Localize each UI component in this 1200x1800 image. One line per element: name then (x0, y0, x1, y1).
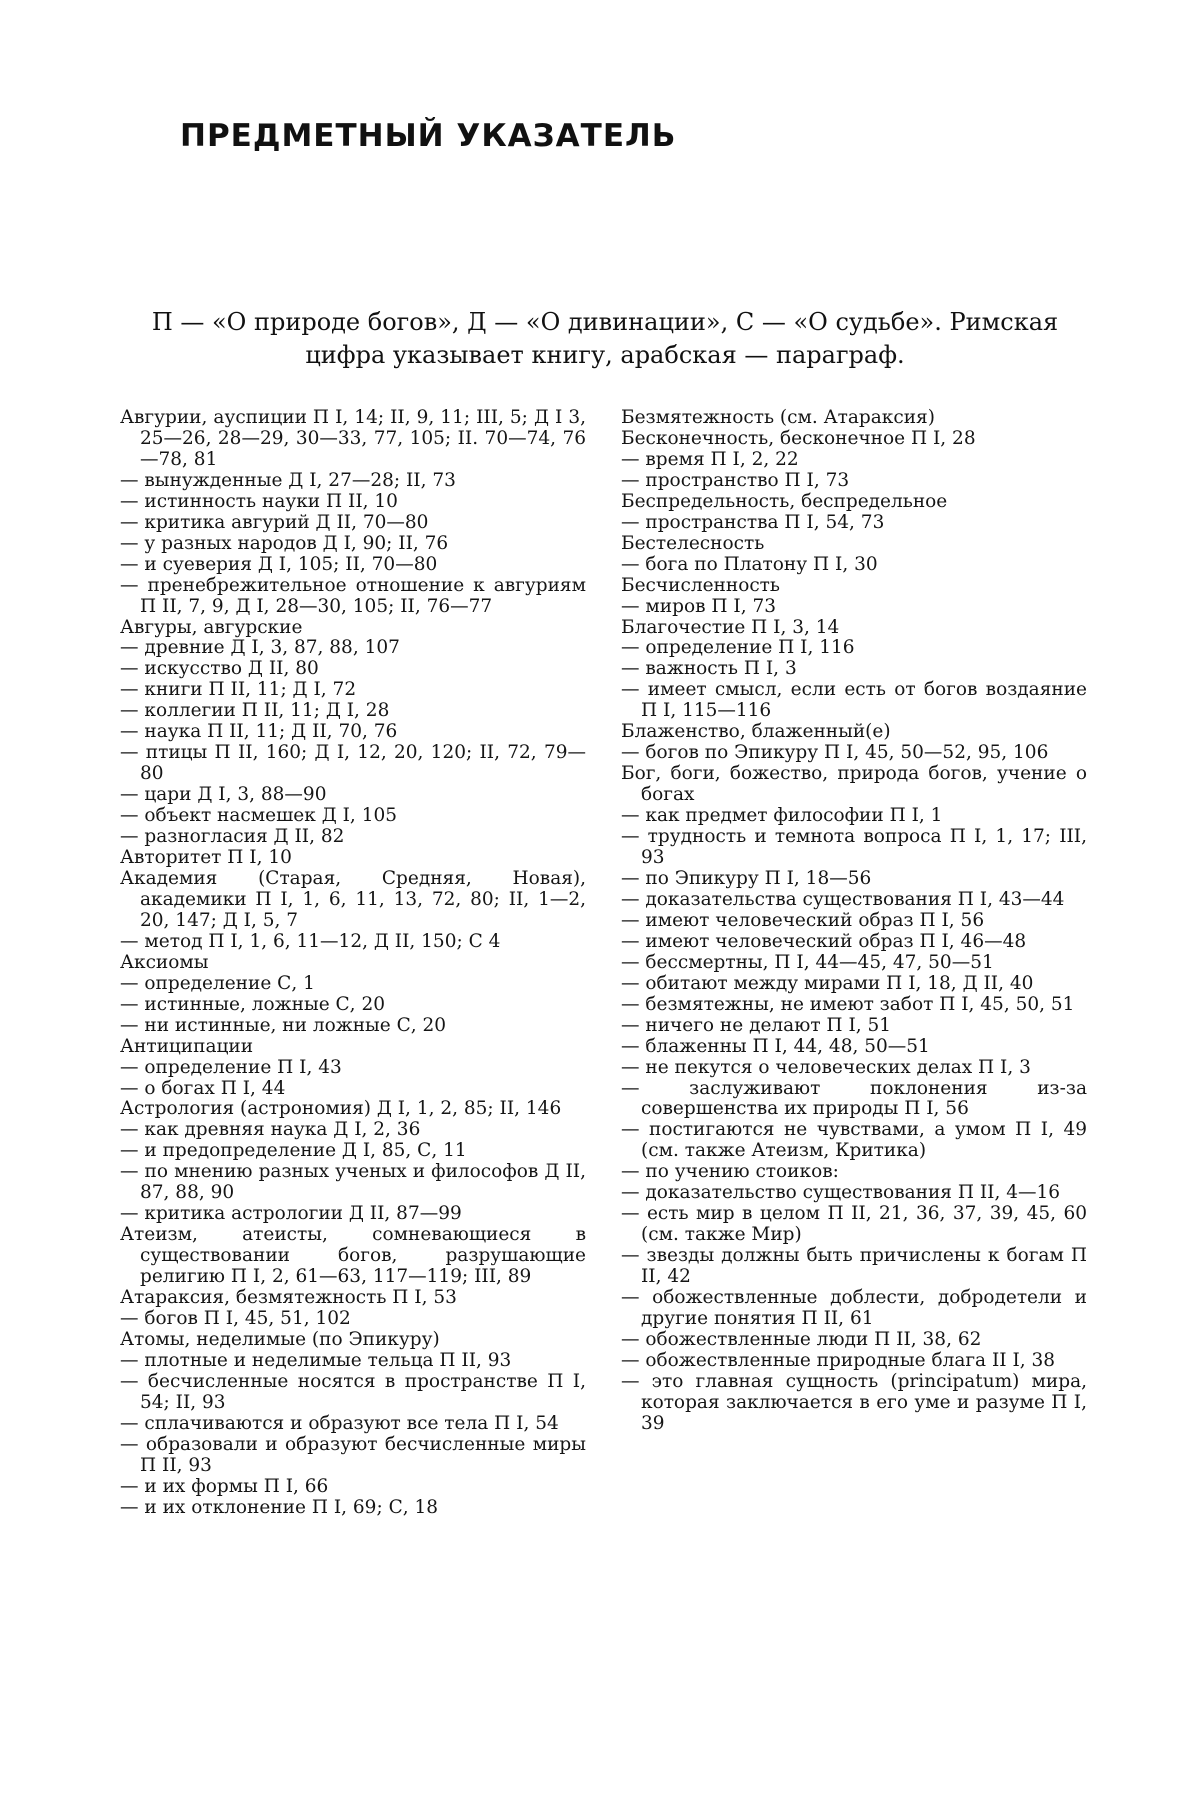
index-entry: — определение П I, 43 (120, 1056, 342, 1078)
index-entry: — ни истинные, ни ложные С, 20 (120, 1014, 447, 1036)
index-entry: — истинные, ложные С, 20 (120, 993, 385, 1015)
index-entry: — по Эпикуру П I, 18—56 (621, 867, 872, 889)
index-entry: — и суеверия Д I, 105; II, 70—80 (120, 553, 438, 575)
index-entry: Бог, боги, божество, природа богов, учение о богах (621, 763, 1087, 806)
index-entry: Бесчисленность (621, 574, 780, 596)
index-entry: — образовали и образуют бесчисленные миры П II, 93 (120, 1433, 586, 1476)
index-entry: Астрология (астрономия) Д I, 1, 2, 85; II, 146 (120, 1098, 562, 1120)
index-entry: — и их отклонение П I, 69; С, 18 (120, 1496, 439, 1518)
index-entry: — звезды должны быть причислены к богам П II, 42 (621, 1245, 1087, 1288)
index-entry: — имеют человеческий образ П I, 46—48 (621, 930, 1027, 952)
index-entry: — важность П I, 3 (621, 658, 797, 680)
index-entry: — доказательство существования П II, 4—16 (621, 1182, 1061, 1204)
index-entry: Академия (Старая, Средняя, Новая), академики П I, 1, 6, 11, 13, 72, 80; II, 1—2, 20, 147; Д I, 5, 7 (120, 867, 586, 931)
index-entry: — по учению стоиков: (621, 1161, 839, 1183)
index-entry: — как предмет философии П I, 1 (621, 805, 943, 827)
index-entry: — птицы П II, 160; Д I, 12, 20, 120; II, 72, 79—80 (120, 742, 586, 785)
index-entry: — трудность и темнота вопроса П I, 1, 17; III, 93 (621, 826, 1087, 869)
index-entry: — пространство П I, 73 (621, 469, 850, 491)
index-entry: Атараксия, безмятежность П I, 53 (120, 1287, 457, 1309)
index-entry: — метод П I, 1, 6, 11—12, Д II, 150; С 4 (120, 930, 501, 952)
index-entry: — объект насмешек Д I, 105 (120, 805, 398, 827)
index-entry: — сплачиваются и образуют все тела П I, 54 (120, 1412, 559, 1434)
index-column-left (120, 408, 586, 1519)
index-entry: — древние Д I, 3, 87, 88, 107 (120, 637, 400, 659)
index-entry: — наука П II, 11; Д II, 70, 76 (120, 721, 398, 743)
index-entry: — заслуживают поклонения из-за совершенства их природы П I, 56 (621, 1077, 1087, 1120)
index-entry: — обитают между мирами П I, 18, Д II, 40 (621, 972, 1034, 994)
index-entry: — бога по Платону П I, 30 (621, 553, 878, 575)
index-entry: — искусство Д II, 80 (120, 658, 319, 680)
index-entry: — плотные и неделимые тельца П II, 93 (120, 1349, 512, 1371)
index-entry: — по мнению разных ученых и философов Д II, 87, 88, 90 (120, 1161, 586, 1204)
index-entry: — пренебрежительное отношение к авгуриям П II, 7, 9, Д I, 28—30, 105; II, 76—77 (120, 574, 586, 617)
page-title: ПРЕДМЕТНЫЙ УКАЗАТЕЛЬ (180, 118, 677, 154)
index-entry: — богов по Эпикуру П I, 45, 50—52, 95, 106 (621, 742, 1049, 764)
index-entry: — и предопределение Д I, 85, С, 11 (120, 1140, 467, 1162)
index-entry: — блаженны П I, 44, 48, 50—51 (621, 1035, 930, 1057)
index-entry: — у разных народов Д I, 90; II, 76 (120, 532, 449, 554)
index-entry: — имеет смысл, если есть от богов воздаяние П I, 115—116 (621, 679, 1087, 722)
index-entry: Атомы, неделимые (по Эпикуру) (120, 1328, 440, 1350)
index-entry: — как древняя наука Д I, 2, 36 (120, 1119, 421, 1141)
index-entry: — критика астрологии Д II, 87—99 (120, 1203, 462, 1225)
index-entry: Авторитет П I, 10 (120, 847, 292, 869)
index-entry: Авгурии, ауспиции П I, 14; II, 9, 11; III, 5; Д I 3, 25—26, 28—29, 30—33, 77, 105; II. 70—74, 76—78, 81 (120, 407, 586, 470)
index-entry: — постигаются не чувствами, а умом П I, 49 (см. также Атеизм, Критика) (621, 1119, 1087, 1162)
index-entry: — критика авгурий Д II, 70—80 (120, 511, 429, 533)
index-entry: — и их формы П I, 66 (120, 1475, 329, 1497)
index-entry: — имеют человеческий образ П I, 56 (621, 909, 985, 931)
index-entry: Бесконечность, бесконечное П I, 28 (621, 427, 976, 449)
index-entry: — пространства П I, 54, 73 (621, 511, 885, 533)
index-entry: — ничего не делают П I, 51 (621, 1014, 892, 1036)
index-entry: — богов П I, 45, 51, 102 (120, 1307, 351, 1329)
index-entry: — вынужденные Д I, 27—28; II, 73 (120, 469, 456, 491)
index-entry: — о богах П I, 44 (120, 1077, 286, 1099)
index-entry: — цари Д I, 3, 88—90 (120, 784, 327, 806)
index-entry: — миров П I, 73 (621, 595, 777, 617)
index-entry: — время П I, 2, 22 (621, 448, 799, 470)
index-entry: Благочестие П I, 3, 14 (621, 616, 840, 638)
index-entry: Беспредельность, беспредельное (621, 490, 948, 512)
abbreviation-note-line: цифра указывает книгу, арабская — параграф. (305, 341, 905, 369)
index-entry: — безмятежны, не имеют забот П I, 45, 50, 51 (621, 993, 1075, 1015)
index-entry: — обожествленные природные блага II I, 38 (621, 1349, 1056, 1371)
index-entry: — доказательства существования П I, 43—44 (621, 888, 1065, 910)
index-entry: — это главная сущность (principatum) мира, которая заключается в его уме и разуме П I, 39 (621, 1370, 1087, 1434)
index-entry: — коллегии П II, 11; Д I, 28 (120, 700, 390, 722)
index-entry: — не пекутся о человеческих делах П I, 3 (621, 1056, 1031, 1078)
index-entry: — определение С, 1 (120, 972, 315, 994)
index-entry: Авгуры, авгурские (120, 616, 303, 638)
index-entry: Блаженство, блаженный(е) (621, 721, 891, 743)
index-entry: — обожествленные люди П II, 38, 62 (621, 1328, 982, 1350)
index-entry: — бесчисленные носятся в пространстве П I, 54; II, 93 (120, 1370, 586, 1413)
index-entry: Атеизм, атеисты, сомневающиеся в существовании богов, разрушающие религию П I, 2, 61—63, 117—119; III, 89 (120, 1224, 586, 1288)
index-entry: — разногласия Д II, 82 (120, 826, 345, 848)
index-entry: — истинность науки П II, 10 (120, 490, 398, 512)
abbreviation-note-line: П — «О природе богов», Д — «О дивинации», С — «О судьбе». Римская (151, 308, 1059, 336)
index-entry: — определение П I, 116 (621, 637, 855, 659)
index-entry: — обожествленные доблести, добродетели и другие понятия П II, 61 (621, 1287, 1087, 1329)
index-entry: — есть мир в целом П II, 21, 36, 37, 39, 45, 60 (см. также Мир) (621, 1203, 1087, 1246)
index-column-right (621, 408, 1087, 1435)
index-entry: Антиципации (120, 1035, 254, 1057)
abbreviation-note (125, 306, 1085, 372)
index-entry: — книги П II, 11; Д I, 72 (120, 679, 357, 701)
index-entry: Бестелесность (621, 532, 765, 554)
index-entry: Безмятежность (см. Атараксия) (621, 407, 935, 428)
index-entry: Аксиомы (120, 951, 209, 973)
index-entry: — бессмертны, П I, 44—45, 47, 50—51 (621, 951, 994, 973)
